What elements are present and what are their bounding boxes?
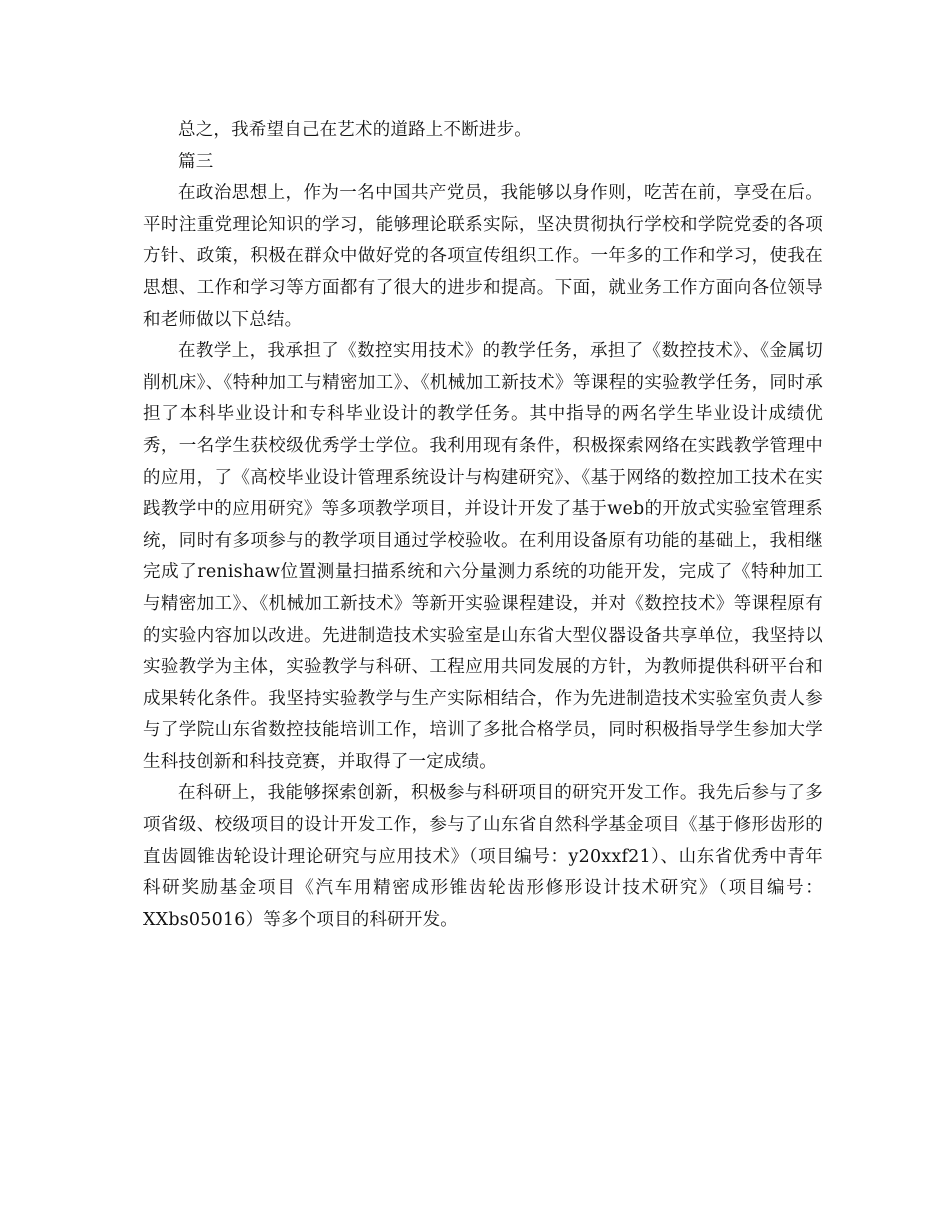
paragraph-political-thought: 在政治思想上，作为一名中国共产党员，我能够以身作则，吃苦在前，享受在后。平时注重党理论知识的学习，能够理论联系实际，坚决贯彻执行学校和学院党委的各项方针、政策，积极在群众中做好党的各项宣传组织工作。一年多的工作和学习，使我在思想、工作和学习等方面都有了很大的进步和提高。下面，就业务工作方面向各位领导和老师做以下总结。 (143, 183, 823, 330)
paragraph-teaching: 在教学上，我承担了《数控实用技术》的教学任务，承担了《数控技术》、《金属切削机床》、《特种加工与精密加工》、《机械加工新技术》等课程的实验教学任务，同时承担了本科毕业设计和专科毕业设计的教学任务。其中指导的两名学生毕业设计成绩优秀，一名学生获校级优秀学士学位。我利用现有条件，积极探索网络在实践教学管理中的应用，了《高校毕业设计管理系统设计与构建研究》、《基于网络的数控加工技术在实践教学中的应用研究》等多项教学项目，并设计开发了基于web的开放式实验室管理系统，同时有多项参与的教学项目通过学校验收。在利用设备原有功能的基础上，我相继完成了renishaw位置测量扫描系统和六分量测力系统的功能开发，完成了《特种加工与精密加工》、《机械加工新技术》等新开实验课程建设，并对《数控技术》等课程原有的实验内容加以改进。先进制造技术实验室是山东省大型仪器设备共享单位，我坚持以实验教学为主体，实验教学与科研、工程应用共同发展的方针，为教师提供科研平台和成果转化条件。我坚持实验教学与生产实际相结合，作为先进制造技术实验室负责人参与了学院山东省数控技能培训工作，培训了多批合格学员，同时积极指导学生参加大学生科技创新和科技竞赛，并取得了一定成绩。 (143, 341, 823, 772)
document-body (143, 115, 823, 936)
section-heading-part-three: 篇三 (178, 151, 214, 172)
paragraph-research: 在科研上，我能够探索创新，积极参与科研项目的研究开发工作。我先后参与了多项省级、校级项目的设计开发工作，参与了山东省自然科学基金项目《基于修形齿形的直齿圆锥齿轮设计理论研究与应用技术》（项目编号：y20xxf21）、山东省优秀中青年科研奖励基金项目《汽车用精密成形锥齿轮齿形修形设计技术研究》（项目编号：XXbs05016）等多个项目的科研开发。 (143, 783, 823, 930)
paragraph-conclusion: 总之，我希望自己在艺术的道路上不断进步。 (178, 120, 532, 140)
